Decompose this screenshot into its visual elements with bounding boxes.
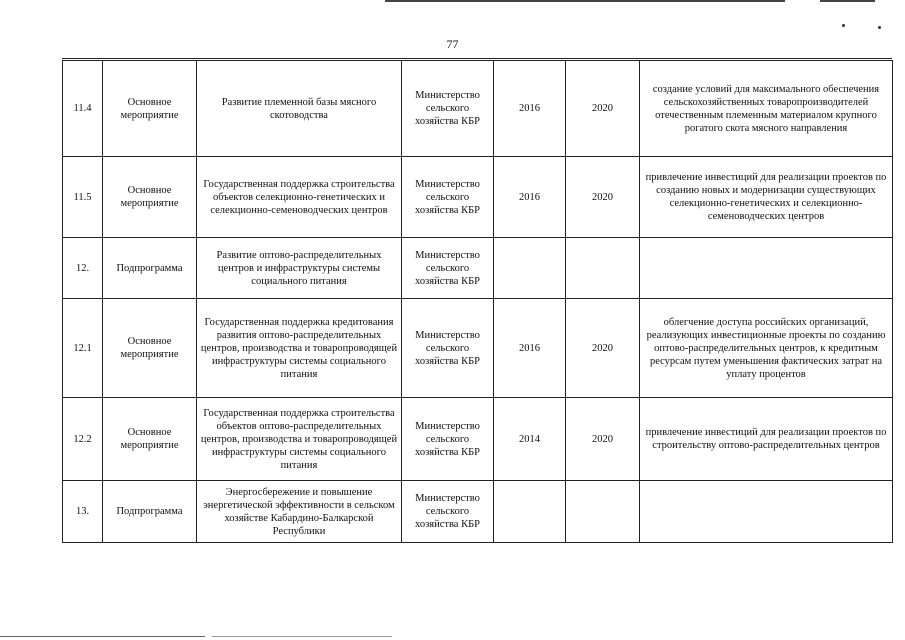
row-executor: Министерство сельского хозяйства КБР (402, 238, 494, 299)
row-result: привлечение инвестиций для реализации проектов по строительству оптово-распределительных центров (640, 398, 893, 481)
row-type: Подпрограмма (103, 481, 197, 543)
row-result (640, 238, 893, 299)
table-row (63, 299, 893, 398)
row-number: 11.5 (63, 157, 103, 238)
row-end-year: 2020 (566, 61, 640, 157)
row-number: 12.2 (63, 398, 103, 481)
table-row (63, 61, 893, 157)
page-number: 77 (446, 37, 459, 51)
row-result (640, 481, 893, 543)
row-name: Государственная поддержка строительства объектов оптово-распределительных центров, производства и товаропроводящей инфраструктуры системы социального питания (197, 398, 402, 481)
row-name: Развитие племенной базы мясного скотоводства (197, 61, 402, 157)
row-start-year: 2016 (494, 61, 566, 157)
row-name: Государственная поддержка кредитования развития оптово-распределительных центров, производства и товаропроводящей инфраструктуры системы социального питания (197, 299, 402, 398)
row-end-year: 2020 (566, 299, 640, 398)
scan-bottom-line (212, 636, 392, 637)
row-number: 12. (63, 238, 103, 299)
table-row (63, 157, 893, 238)
row-start-year (494, 481, 566, 543)
program-table (62, 60, 893, 543)
header-rule (62, 58, 892, 59)
row-end-year (566, 238, 640, 299)
row-number: 11.4 (63, 61, 103, 157)
row-name: Энергосбережение и повышение энергетической эффективности в сельском хозяйстве Кабардино-Балкарской Республики (197, 481, 402, 543)
row-name: Развитие оптово-распределительных центров и инфраструктуры системы социального питания (197, 238, 402, 299)
row-executor: Министерство сельского хозяйства КБР (402, 398, 494, 481)
row-end-year: 2020 (566, 157, 640, 238)
scan-top-line (385, 0, 785, 2)
row-number: 12.1 (63, 299, 103, 398)
row-type: Основное мероприятие (103, 398, 197, 481)
row-type: Основное мероприятие (103, 61, 197, 157)
row-type: Подпрограмма (103, 238, 197, 299)
scan-dot (842, 24, 845, 27)
scan-bottom-line (0, 636, 205, 637)
scan-dot (878, 26, 881, 29)
row-start-year: 2014 (494, 398, 566, 481)
scan-top-mark (820, 0, 875, 2)
table-row (63, 481, 893, 543)
row-type: Основное мероприятие (103, 157, 197, 238)
row-result: привлечение инвестиций для реализации проектов по созданию новых и модернизации существующих селекционно-генетических и селекционно-семеноводческих центров (640, 157, 893, 238)
row-start-year: 2016 (494, 299, 566, 398)
row-result: создание условий для максимального обеспечения сельскохозяйственных товаропроизводителей отечественным племенным материалом крупного рогатого скота мясного направления (640, 61, 893, 157)
row-type: Основное мероприятие (103, 299, 197, 398)
row-start-year: 2016 (494, 157, 566, 238)
row-executor: Министерство сельского хозяйства КБР (402, 299, 494, 398)
row-executor: Министерство сельского хозяйства КБР (402, 61, 494, 157)
row-number: 13. (63, 481, 103, 543)
row-start-year (494, 238, 566, 299)
row-end-year: 2020 (566, 398, 640, 481)
table-row (63, 238, 893, 299)
row-executor: Министерство сельского хозяйства КБР (402, 481, 494, 543)
table-row (63, 398, 893, 481)
row-end-year (566, 481, 640, 543)
row-executor: Министерство сельского хозяйства КБР (402, 157, 494, 238)
row-result: облегчение доступа российских организаций, реализующих инвестиционные проекты по созданию оптово-распределительных центров, к кредитным ресурсам путем уменьшения фактических затрат на уплату процентов (640, 299, 893, 398)
row-name: Государственная поддержка строительства объектов селекционно-генетических и селекционно-семеноводческих центров (197, 157, 402, 238)
